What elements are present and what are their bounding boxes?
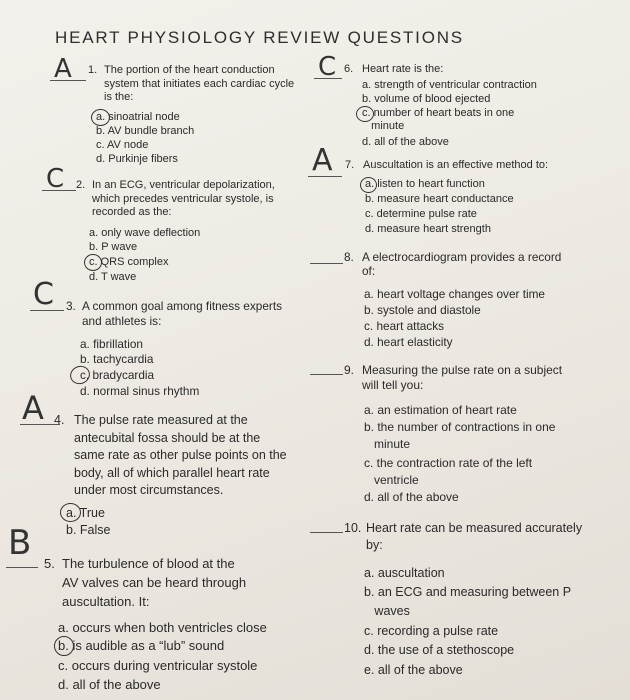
circled-answer-mark: [356, 106, 374, 122]
option-1c: c. AV node: [96, 139, 149, 151]
handwritten-answer-q2: C: [46, 164, 65, 194]
option-5c: c. occurs during ventricular systole: [58, 658, 258, 673]
option-2b: b. P wave: [89, 241, 138, 253]
option-5d: d. all of the above: [58, 677, 161, 692]
answer-blank-q5[interactable]: [6, 567, 38, 568]
circled-answer-mark: [60, 503, 81, 522]
circled-answer-mark: [91, 109, 110, 126]
question-number: 6.: [344, 63, 354, 75]
page-title: HEART PHYSIOLOGY REVIEW QUESTIONS: [55, 28, 464, 47]
handwritten-answer-q1: A: [54, 54, 72, 84]
option-3d: d. normal sinus rhythm: [80, 384, 200, 398]
answer-blank-q7[interactable]: [308, 176, 342, 177]
question-stem: The turbulence of blood at the AV valves can be heard through auscultation. It:: [62, 556, 247, 609]
option-8c: c. heart attacks: [364, 319, 444, 333]
question-number: 8.: [344, 250, 354, 264]
handwritten-answer-q4: A: [22, 389, 44, 427]
question-number: 5.: [44, 556, 55, 571]
option-10c: c. recording a pulse rate: [364, 624, 499, 638]
option-3b: b. tachycardia: [80, 352, 154, 366]
option-2a: a. only wave deflection: [89, 227, 201, 239]
question-stem: Auscultation is an effective method to:: [363, 159, 549, 171]
question-number: 3.: [66, 299, 76, 313]
option-2d: d. T wave: [89, 271, 137, 283]
option-8d: d. heart elasticity: [364, 335, 453, 349]
option-9a: a. an estimation of heart rate: [364, 403, 517, 417]
answer-blank-q10[interactable]: [310, 532, 343, 533]
option-4a: a. True: [66, 506, 105, 520]
question-stem: A electrocardiogram provides a record of:: [362, 250, 562, 278]
circled-answer-mark: [84, 254, 102, 271]
option-7d: d. measure heart strength: [365, 223, 491, 235]
option-10e: e. all of the above: [364, 663, 463, 677]
option-3c: c. bradycardia: [80, 368, 155, 382]
question-stem: Heart rate is the:: [362, 63, 444, 75]
answer-blank-q1[interactable]: [50, 80, 86, 81]
option-6d: d. all of the above: [362, 136, 449, 148]
option-10a: a. auscultation: [364, 566, 445, 580]
option-5a: a. occurs when both ventricles close: [58, 620, 267, 635]
option-8b: b. systole and diastole: [364, 303, 481, 317]
option-7c: c. determine pulse rate: [365, 208, 477, 220]
answer-blank-q8[interactable]: [310, 263, 343, 264]
option-3a: a. fibrillation: [80, 337, 143, 351]
option-2c: c. QRS complex: [89, 256, 169, 268]
option-9d: d. all of the above: [364, 490, 459, 504]
option-1d: d. Purkinje fibers: [96, 153, 178, 165]
option-5b: b. is audible as a “lub” sound: [58, 638, 225, 653]
handwritten-answer-q5: B: [8, 523, 32, 563]
question-stem: In an ECG, ventricular depolarization, which precedes ventricular systole, is recorded as the:: [92, 179, 275, 218]
answer-blank-q6[interactable]: [314, 78, 342, 79]
option-9b: b. the number of contractions in one minute: [364, 420, 556, 451]
question-stem: The portion of the heart conduction system that initiates each cardiac cycle is the:: [104, 64, 295, 103]
question-number: 10.: [344, 521, 362, 535]
question-stem: Heart rate can be measured accurately by:: [366, 521, 583, 552]
option-8a: a. heart voltage changes over time: [364, 287, 545, 301]
answer-blank-q3[interactable]: [30, 310, 64, 311]
question-number: 4.: [54, 413, 65, 427]
question-stem: Measuring the pulse rate on a subject will tell you:: [362, 363, 563, 392]
question-number: 2.: [76, 179, 86, 191]
handwritten-answer-q7: A: [312, 143, 333, 178]
answer-blank-q9[interactable]: [310, 374, 343, 375]
option-6c: c. number of heart beats in one minute: [362, 107, 515, 132]
option-10b: b. an ECG and measuring between P waves: [364, 585, 572, 618]
circled-answer-mark: [360, 177, 377, 193]
option-4b: b. False: [66, 523, 111, 537]
question-stem: The pulse rate measured at the antecubital fossa should be at the same rate as other pulse points on the body, all of which parallel heart rate under most circumstances.: [74, 413, 287, 497]
option-1a: a. sinoatrial node: [96, 111, 180, 123]
option-7a: a. listen to heart function: [365, 178, 485, 190]
handwritten-answer-q6: C: [318, 52, 337, 82]
question-stem: A common goal among fitness experts and athletes is:: [82, 299, 282, 328]
option-6b: b. volume of blood ejected: [362, 93, 491, 105]
question-number: 9.: [344, 363, 355, 377]
circled-answer-mark: [54, 636, 74, 656]
option-6a: a. strength of ventricular contraction: [362, 79, 537, 91]
option-10d: d. the use of a stethoscope: [364, 643, 515, 657]
question-number: 7.: [345, 159, 355, 171]
handwritten-answer-q3: C: [33, 277, 54, 312]
option-7b: b. measure heart conductance: [365, 193, 514, 205]
question-number: 1.: [88, 64, 98, 76]
option-9c: c. the contraction rate of the left ventricle: [364, 456, 533, 487]
answer-blank-q2[interactable]: [42, 190, 76, 191]
option-1b: b. AV bundle branch: [96, 125, 195, 137]
